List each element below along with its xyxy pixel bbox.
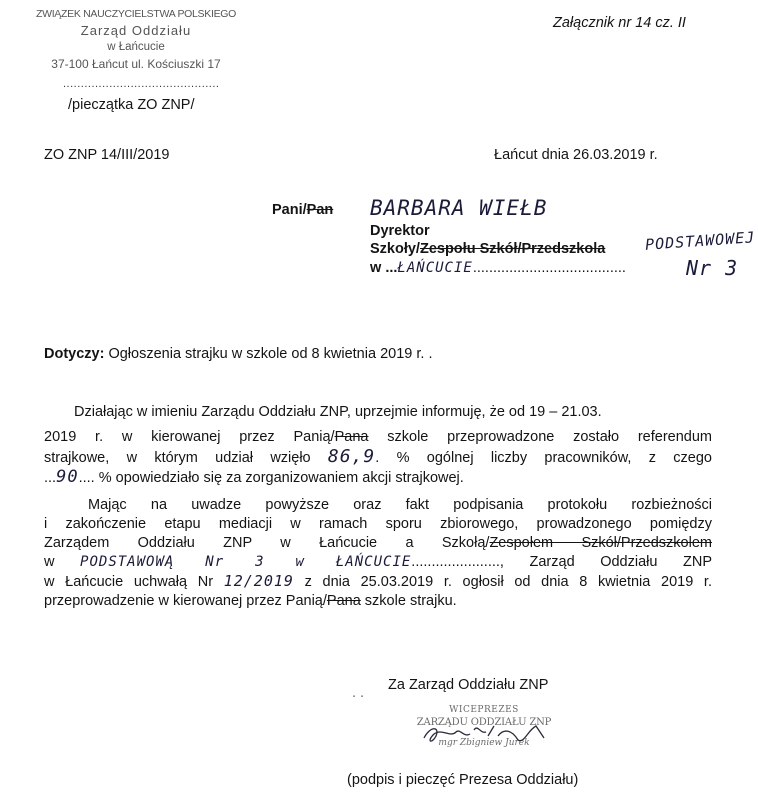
para2-l3-struck: Zespołem Szkół/Przedszkolem xyxy=(489,535,712,551)
signature-caption: (podpis i pieczęć Prezesa Oddziału) xyxy=(347,772,579,788)
para2-body xyxy=(44,515,712,611)
stamp-dotted-line: ............................................ xyxy=(63,78,220,90)
union-stamp xyxy=(6,8,266,71)
attachment-label: Załącznik nr 14 cz. II xyxy=(553,15,686,31)
location-dots-b: ...................................... xyxy=(472,260,626,276)
seal-name: mgr Zbigniew Jurek xyxy=(438,738,530,748)
para1-line4 xyxy=(44,468,712,488)
para2-l3-a: Zarządem Oddziału ZNP w Łańcucie a Szkołą/ xyxy=(44,535,490,551)
subject-tail: . xyxy=(424,346,433,362)
stamp-city: w Łańcucie xyxy=(107,41,165,53)
para1-l4-b: .... % opowiedziało się za zorganizowaniem akcji strajkowej. xyxy=(78,470,464,486)
para2-line4 xyxy=(44,553,712,572)
para1-l4-a: ... xyxy=(44,470,57,486)
school-handwritten: PODSTAWOWĄ Nr 3 w ŁAŃCUCIE xyxy=(80,554,412,570)
para1-l3-a: strajkowe, w którym udział wzięło xyxy=(44,450,328,466)
handwritten-signature-icon xyxy=(416,720,566,748)
para2-line2: i zakończenie etapu mediacji w ramach sporu zbiorowego, prowadzonego pomiędzy xyxy=(44,516,712,532)
addressee-school xyxy=(370,240,605,259)
stamp-caption: /pieczątka ZO ZNP/ xyxy=(68,97,195,113)
support-percent-handwritten: 90 xyxy=(56,467,79,487)
seal-board: ZARZĄDU ODDZIAŁU ZNP xyxy=(416,717,552,728)
reference-number: ZO ZNP 14/III/2019 xyxy=(44,147,170,163)
para2-line1: Mając na uwadze powyższe oraz fakt podpisania protokołu rozbieżności xyxy=(88,497,712,513)
subject-label: Dotyczy: xyxy=(44,346,105,362)
stamp-board: Zarząd Oddziału xyxy=(80,23,192,38)
para2-line5 xyxy=(44,572,712,592)
para1-l2-c: szkole przeprowadzone zostało referendum xyxy=(368,429,712,445)
para2-l6-c: szkole strajku. xyxy=(360,593,457,609)
addressee-salutation xyxy=(272,201,333,220)
para2-l6-struck: Pana xyxy=(326,593,361,609)
salutation-pan-struck: Pan xyxy=(306,202,334,218)
for-board-label: Za Zarząd Oddziału ZNP xyxy=(388,677,549,693)
para2-l5-a: w Łańcucie uchwałą Nr xyxy=(44,574,224,590)
school-number-handwritten: Nr 3 xyxy=(686,256,739,280)
para2-l5-b: z dnia 25.03.2019 r. ogłosił od dnia 8 kwietnia 2019 r. xyxy=(293,574,712,590)
para1-l2-struck: Pana xyxy=(334,429,369,445)
participation-percent-handwritten: 86,9 xyxy=(327,446,376,467)
stamp-address: 37-100 Łańcut ul. Kościuszki 17 xyxy=(51,57,221,71)
addressee-location xyxy=(370,259,626,278)
addressee-role: Dyrektor xyxy=(370,223,430,239)
subject-line xyxy=(44,345,432,364)
para2-l6-a: przeprowadzenie w kierowanej przez Panią/ xyxy=(44,593,327,609)
addressee-name-handwritten: BARBARA WIEŁB xyxy=(370,196,548,220)
para2-line3 xyxy=(44,534,712,553)
resolution-number-handwritten: 12/2019 xyxy=(223,572,294,590)
location-dots-a: ... xyxy=(385,260,398,276)
para1-l2-a: 2019 r. w kierowanej przez Panią/ xyxy=(44,429,335,445)
para2-l4-a: w xyxy=(44,554,81,570)
para1-l3-b: . % ogólnej liczby pracowników, z czego xyxy=(375,450,712,466)
subject-text: Ogłoszenia strajku w szkole od 8 kwietnia 2019 r. xyxy=(104,346,425,362)
para1-line1: Działając w imieniu Zarządu Oddziału ZNP, uprzejmie informuję, że od 19 – 21.03. xyxy=(74,404,602,420)
school-type-handwritten: PODSTAWOWEJ xyxy=(644,228,756,254)
seal-title: WICEPREZES xyxy=(449,705,519,715)
signature-dot-mark: . . xyxy=(352,685,365,701)
salutation-pani: Pani/ xyxy=(272,202,307,218)
school-type: Szkoły/ xyxy=(370,241,420,257)
para2-line6 xyxy=(44,592,712,611)
para2-l4-b: ......................, Zarząd Oddziału ZNP xyxy=(411,554,712,570)
para1-line3 xyxy=(44,447,712,468)
stamp-org-name: ZWIĄZEK NAUCZYCIELSTWA POLSKIEGO xyxy=(35,8,237,20)
para1-line2 xyxy=(44,428,712,447)
place-and-date: Łańcut dnia 26.03.2019 r. xyxy=(494,147,658,163)
school-type-struck: Zespołu Szkół/Przedszkola xyxy=(419,241,606,257)
para1-body xyxy=(44,428,712,488)
location-w: w xyxy=(370,260,382,276)
location-handwritten: ŁAŃCUCIE xyxy=(397,260,473,276)
